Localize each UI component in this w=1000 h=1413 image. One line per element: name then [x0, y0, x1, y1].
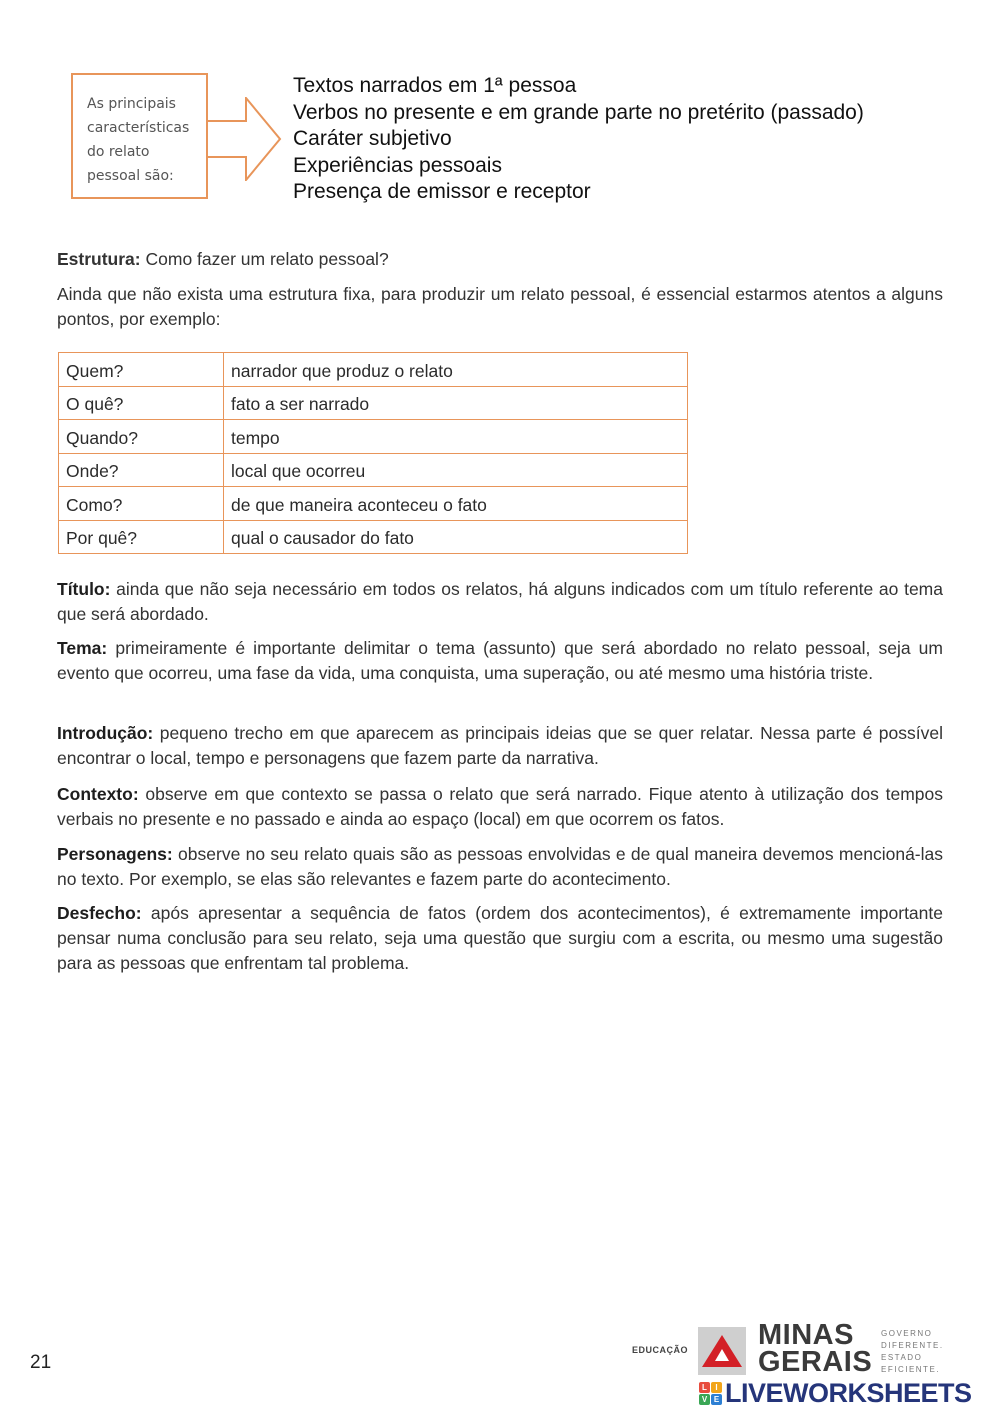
section-label: Desfecho:	[57, 903, 142, 923]
estrutura-text: Como fazer um relato pessoal?	[145, 249, 389, 269]
state-line-2: GERAIS	[758, 1346, 873, 1378]
section-label: Título:	[57, 579, 111, 599]
table-question: Onde?	[59, 453, 224, 487]
section-text: observe no seu relato quais são as pessoas envolvidas e de qual maneira devemos mencioná-las no texto. Por exemplo, se elas são relevantes e fazem parte do acontecimento.	[57, 844, 943, 889]
live-letter: I	[711, 1382, 722, 1393]
table-question: Quando?	[59, 420, 224, 454]
tagline-line: DIFERENTE.	[881, 1341, 944, 1350]
section-text: após apresentar a sequência de fatos (ordem dos acontecimentos), é extremamente importante pensar numa conclusão para seu relato, seja uma questão que surgiu com a escrita, ou mesmo uma sugestão para as pessoas que enfrentam tal problema.	[57, 903, 943, 973]
gov-tagline	[881, 1328, 944, 1376]
table-row	[59, 520, 688, 554]
live-letter: L	[699, 1382, 710, 1393]
intro-paragraph: Ainda que não exista uma estrutura fixa, para produzir um relato pessoal, é essencial estarmos atentos a alguns pontos, por exemplo:	[57, 284, 943, 329]
table-answer: de que maneira aconteceu o fato	[224, 487, 688, 521]
page-number: 21	[30, 1352, 52, 1373]
table-row	[59, 487, 688, 521]
section-label: Tema:	[57, 638, 108, 658]
section-contexto	[57, 782, 943, 832]
estrutura-label: Estrutura:	[57, 249, 141, 269]
state-name	[758, 1319, 873, 1378]
educacao-label: EDUCAÇÃO	[632, 1345, 689, 1355]
table-question: Como?	[59, 487, 224, 521]
list-item: Experiências pessoais	[293, 153, 502, 177]
list-item: Verbos no presente e em grande parte no pretérito (passado)	[293, 100, 864, 124]
live-badge-icon	[699, 1382, 722, 1405]
section-label: Personagens:	[57, 844, 173, 864]
section-text: primeiramente é importante delimitar o tema (assunto) que será abordado no relato pessoal, seja um evento que ocorreu, uma fase da vida, uma conquista, uma superação, ou até mesmo uma história triste.	[57, 638, 943, 683]
list-item: Textos narrados em 1ª pessoa	[293, 74, 577, 97]
section-text: ainda que não seja necessário em todos os relatos, há alguns indicados com um título referente ao tema que será abordado.	[57, 579, 943, 624]
section-introducao	[57, 721, 943, 771]
table-row	[59, 353, 688, 387]
state-line-1: MINAS	[758, 1319, 854, 1351]
questions-table	[58, 352, 688, 554]
section-tema	[57, 636, 943, 686]
table-answer: qual o causador do fato	[224, 520, 688, 554]
section-text: pequeno trecho em que aparecem as principais ideias que se quer relatar. Nessa parte é possível encontrar o local, tempo e personagens que fazem parte da narrativa.	[57, 723, 943, 768]
arrow-right-icon	[206, 97, 282, 181]
characteristics-box	[71, 73, 208, 199]
section-personagens	[57, 842, 943, 892]
live-letter: V	[699, 1394, 710, 1405]
section-titulo	[57, 577, 943, 627]
estrutura-heading	[57, 247, 389, 272]
table-answer: narrador que produz o relato	[224, 353, 688, 387]
box-line: pessoal são:	[87, 168, 174, 184]
tagline-line: GOVERNO	[881, 1329, 933, 1338]
tagline-line: ESTADO	[881, 1353, 923, 1362]
table-question: Por quê?	[59, 520, 224, 554]
table-row	[59, 420, 688, 454]
table-answer: tempo	[224, 420, 688, 454]
table-answer: local que ocorreu	[224, 453, 688, 487]
liveworksheets-text: LIVEWORKSHEETS	[725, 1378, 972, 1408]
liveworksheets-logo[interactable]	[699, 1378, 972, 1408]
section-desfecho	[57, 901, 943, 976]
box-line: características	[87, 120, 190, 136]
live-letter: E	[711, 1394, 722, 1405]
table-row	[59, 386, 688, 420]
section-label: Contexto:	[57, 784, 139, 804]
minas-gerais-logo-icon	[698, 1327, 746, 1375]
characteristics-list	[293, 73, 864, 206]
box-line: As principais	[87, 96, 176, 112]
list-item: Caráter subjetivo	[293, 127, 452, 150]
section-text: observe em que contexto se passa o relato que será narrado. Fique atento à utilização dos tempos verbais no presente e no passado e ainda ao espaço (local) em que ocorrem os fatos.	[57, 784, 943, 829]
table-question: Quem?	[59, 353, 224, 387]
box-line: do relato	[87, 144, 150, 160]
table-row	[59, 453, 688, 487]
table-answer: fato a ser narrado	[224, 386, 688, 420]
table-question: O quê?	[59, 386, 224, 420]
list-item: Presença de emissor e receptor	[293, 180, 591, 203]
tagline-line: EFICIENTE.	[881, 1365, 941, 1374]
section-label: Introdução:	[57, 723, 154, 743]
